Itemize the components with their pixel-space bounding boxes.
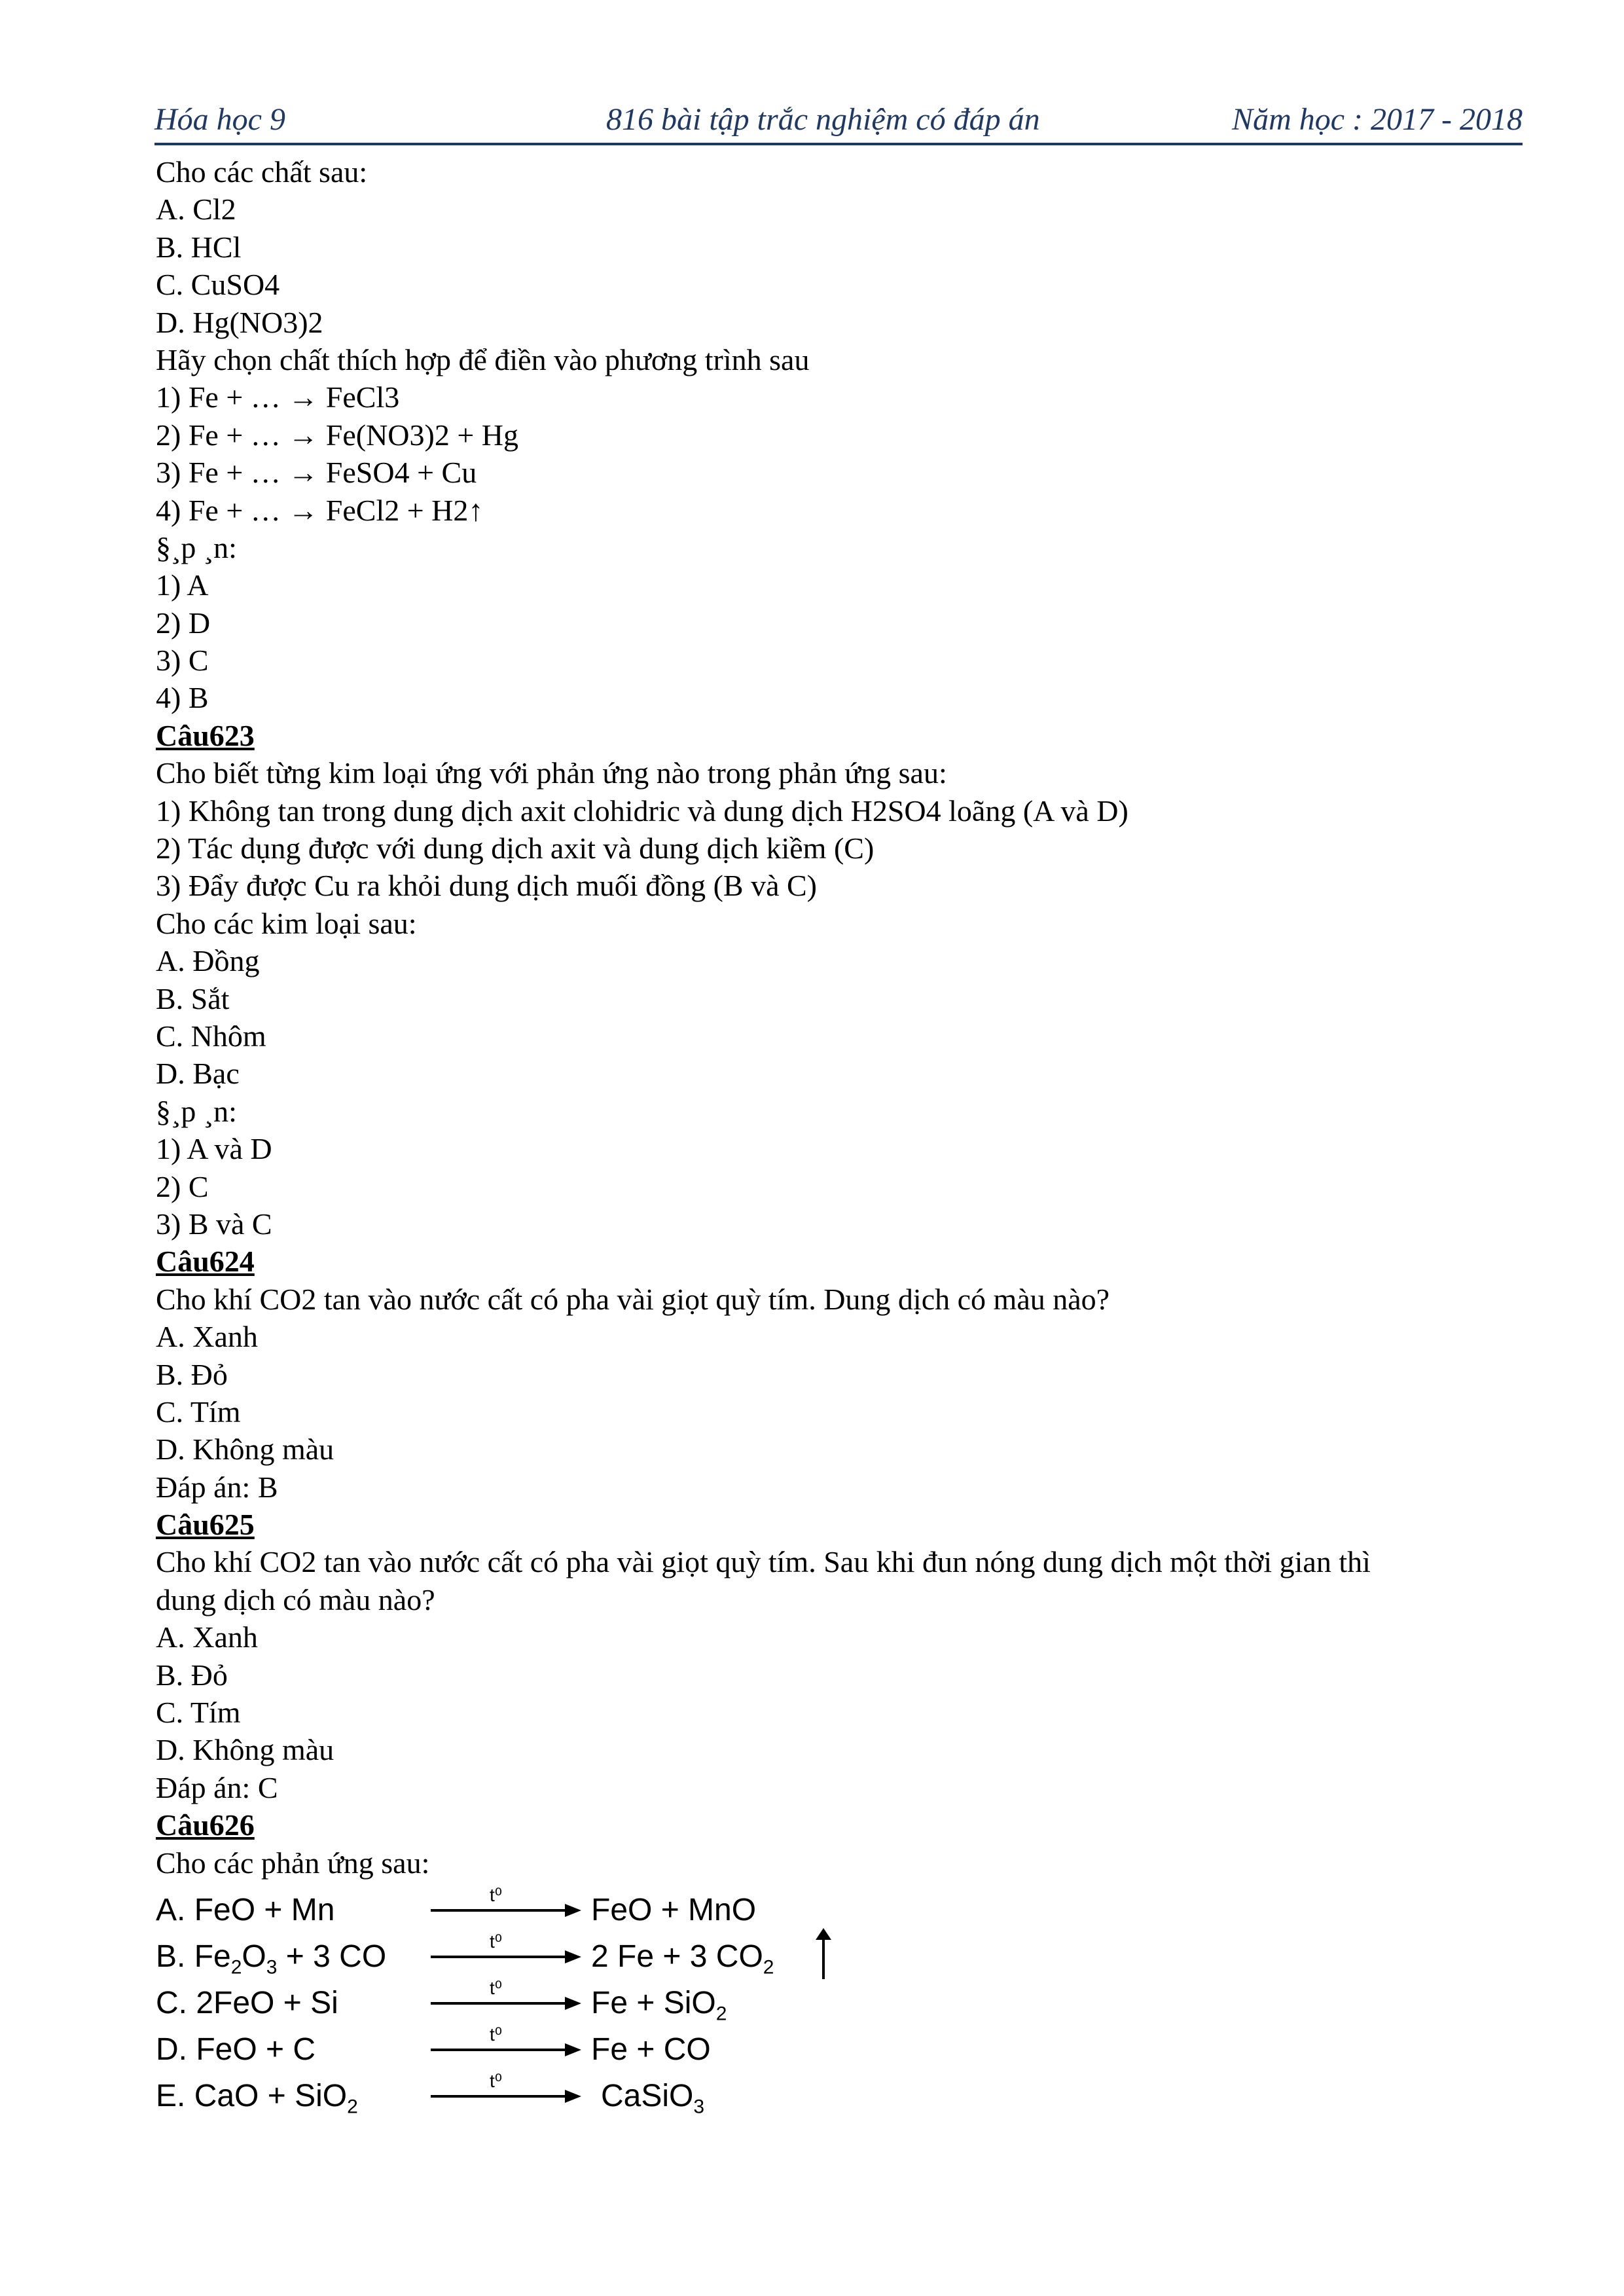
text-line: 4) B: [156, 681, 209, 715]
text-line: Cho các phản ứng sau:: [156, 1846, 430, 1880]
text-line: Cho các chất sau:: [156, 155, 368, 189]
equation-a-products: FeO + MnO: [591, 1893, 757, 1927]
text-line: Đáp án: B: [156, 1470, 278, 1504]
equation-e-products: CaSiO$_3$: [601, 2079, 705, 2118]
text-line: A. Xanh: [156, 1620, 258, 1654]
text-line: A. Xanh: [156, 1320, 258, 1354]
text-line: Đáp án: C: [156, 1770, 278, 1804]
reaction-arrow-icon: [431, 2077, 581, 2116]
reaction-arrow-icon: [431, 1891, 581, 1930]
equation-d-reactants: D. FeO + C: [156, 2032, 316, 2067]
equation-a: [156, 1885, 876, 1937]
text-line: A. Đồng: [156, 944, 260, 978]
text-line: C. Nhôm: [156, 1019, 266, 1053]
equation-c-reactants: C. 2FeO + Si: [156, 1986, 338, 2020]
text-line: 3) Fe + … → FeSO4 + Cu: [156, 456, 477, 490]
reaction-equations: [156, 1885, 876, 2123]
equation-a-condition: t⁰: [490, 1885, 503, 1905]
text-line: §¸p ¸n:: [156, 1094, 237, 1128]
text-line: 1) A: [156, 568, 209, 602]
reaction-arrow-icon: [431, 1984, 581, 2023]
text-line: 2) Tác dụng được với dung dịch axit và dung dịch kiềm (C): [156, 831, 875, 866]
equation-d-condition: t⁰: [490, 2024, 503, 2045]
text-line: D. Bạc: [156, 1057, 240, 1091]
equation-b-condition: t⁰: [490, 1931, 503, 1952]
equation-a-reactants: A. FeO + Mn: [156, 1893, 335, 1927]
header-subject: Hóa học 9: [154, 102, 285, 137]
text-line: Cho khí CO2 tan vào nước cất có pha vài giọt quỳ tím. Sau khi đun nóng dung dịch một thời gian thì: [156, 1545, 1371, 1579]
header-title: 816 bài tập trắc nghiệm có đáp án: [606, 102, 1040, 137]
text-line: 4) Fe + … → FeCl2 + H2↑: [156, 493, 484, 527]
text-line: B. Sắt: [156, 981, 230, 1015]
text-line: 1) A và D: [156, 1132, 272, 1166]
text-line: D. Không màu: [156, 1733, 334, 1767]
text-line: C. CuSO4: [156, 268, 280, 302]
equation-c-products: Fe + SiO$_2$: [591, 1986, 727, 2025]
equation-b-reactants: B. $Fe_2O_3 + 3$ CO: [156, 1939, 387, 1978]
text-line: Hãy chọn chất thích hợp để điền vào phương trình sau: [156, 342, 810, 376]
equation-d-products: Fe + CO: [591, 2032, 711, 2067]
text-line: Cho khí CO2 tan vào nước cất có pha vài giọt quỳ tím. Dung dịch có màu nào?: [156, 1282, 1110, 1316]
gas-up-arrow-icon: [810, 1928, 837, 1980]
question-title: Câu626: [156, 1808, 255, 1842]
text-line: A. Cl2: [156, 192, 236, 227]
header-school-year: Năm học : 2017 - 2018: [1232, 102, 1523, 137]
document-body: [156, 153, 1524, 1882]
text-line: D. Hg(NO3)2: [156, 305, 323, 339]
text-line: D. Không màu: [156, 1432, 334, 1467]
text-line: 2) C: [156, 1169, 209, 1203]
text-line: 2) D: [156, 606, 211, 640]
text-line: Cho các kim loại sau:: [156, 906, 417, 940]
question-title: Câu623: [156, 718, 255, 752]
text-line: 1) Fe + … → FeCl3: [156, 380, 400, 414]
equation-c-condition: t⁰: [490, 1978, 503, 1998]
text-line: B. Đỏ: [156, 1658, 228, 1692]
text-line: 3) C: [156, 644, 209, 678]
text-line: 3) B và C: [156, 1207, 272, 1241]
equation-e-reactants: E. CaO + SiO$_2$: [156, 2079, 358, 2118]
text-line: B. Đỏ: [156, 1357, 228, 1391]
question-title: Câu625: [156, 1508, 255, 1542]
equation-d: [156, 2024, 876, 2077]
text-line: 1) Không tan trong dung dịch axit clohidric và dung dịch H2SO4 loãng (A và D): [156, 793, 1128, 828]
text-line: §¸p ¸n:: [156, 530, 237, 564]
text-line: dung dịch có màu nào?: [156, 1582, 435, 1616]
equation-b: [156, 1931, 876, 1984]
page-header: [154, 92, 1523, 145]
text-line: C. Tím: [156, 1394, 241, 1429]
equation-e-condition: t⁰: [490, 2071, 503, 2091]
text-line: Cho biết từng kim loại ứng với phản ứng nào trong phản ứng sau:: [156, 756, 947, 790]
equation-b-products: 2 Fe + 3 $CO_2$: [591, 1939, 774, 1978]
reaction-arrow-icon: [431, 1937, 581, 1977]
text-line: B. HCl: [156, 230, 242, 264]
text-line: 3) Đẩy được Cu ra khỏi dung dịch muối đồng (B và C): [156, 869, 818, 903]
reaction-arrow-icon: [431, 2030, 581, 2069]
equation-c: [156, 1978, 876, 2030]
text-line: C. Tím: [156, 1696, 241, 1730]
equation-e: [156, 2071, 876, 2123]
question-title: Câu624: [156, 1245, 255, 1279]
text-line: 2) Fe + … → Fe(NO3)2 + Hg: [156, 418, 518, 452]
